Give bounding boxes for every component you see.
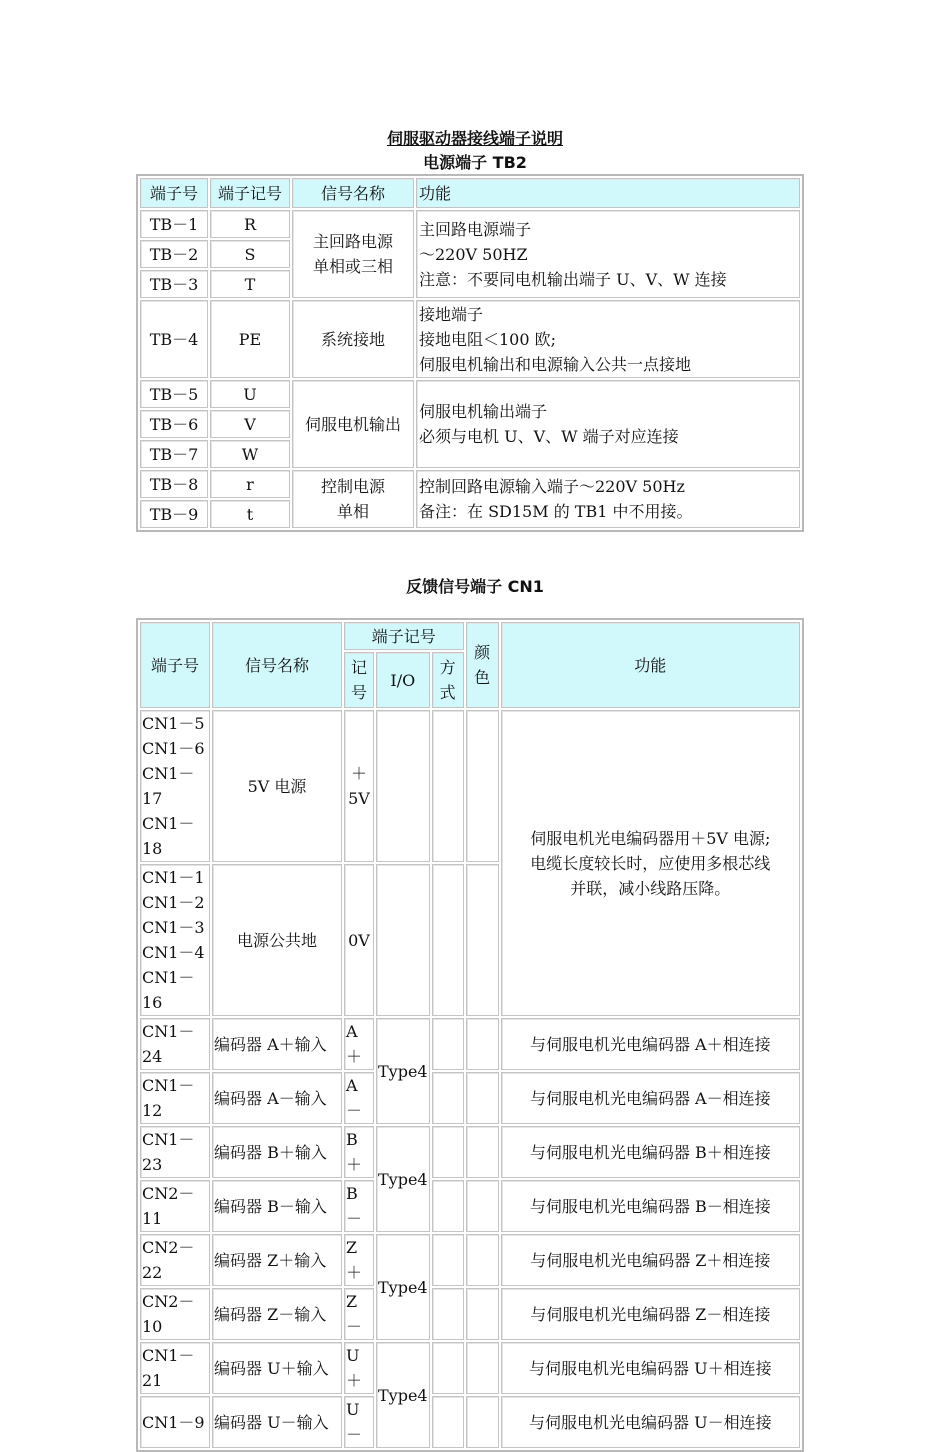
mode-cell — [432, 864, 464, 1016]
terminal-no: CN2－22 — [140, 1234, 210, 1286]
signal-name-cell: 编码器 Z－输入 — [212, 1288, 342, 1340]
terminal-no: CN1－24 — [140, 1018, 210, 1070]
terminal-no: TB－8 — [140, 470, 208, 498]
terminal-no: CN1－21 — [140, 1342, 210, 1394]
header-function: 功能 — [416, 178, 800, 208]
function-cell: 与伺服电机光电编码器 Z＋相连接 — [501, 1234, 800, 1286]
mode-cell — [432, 1018, 464, 1070]
signal-name-cell: 5V 电源 — [212, 710, 342, 862]
terminal-mark-cell: B－ — [344, 1180, 374, 1232]
terminal-mark: r — [210, 470, 290, 498]
header-signal-name: 信号名称 — [292, 178, 414, 208]
terminal-mark: S — [210, 240, 290, 268]
mode-cell — [432, 1288, 464, 1340]
terminal-no: CN1－12 — [140, 1072, 210, 1124]
color-cell — [466, 1234, 499, 1286]
terminal-no: CN2－11 — [140, 1180, 210, 1232]
io-cell — [376, 710, 430, 862]
terminal-mark-cell: A＋ — [344, 1018, 374, 1070]
terminal-mark-cell: Z＋ — [344, 1234, 374, 1286]
terminal-list: CN1－1 CN1－2 CN1－3 CN1－4 CN1－16 — [140, 864, 210, 1016]
signal-name-cell: 编码器 U＋输入 — [212, 1342, 342, 1394]
header-function: 功能 — [501, 622, 800, 708]
terminal-mark-cell: B＋ — [344, 1126, 374, 1178]
terminal-mark-cell: A－ — [344, 1072, 374, 1124]
function-cell: 伺服电机光电编码器用＋5V 电源; 电缆长度较长时，应使用多根芯线 并联，减小线路压降。 — [501, 710, 800, 1016]
io-cell: Type4 — [376, 1018, 430, 1124]
terminal-no: CN2－10 — [140, 1288, 210, 1340]
terminal-no: TB－3 — [140, 270, 208, 298]
color-cell — [466, 1288, 499, 1340]
terminal-no: TB－2 — [140, 240, 208, 268]
mode-cell — [432, 1342, 464, 1394]
signal-name-cell: 电源公共地 — [212, 864, 342, 1016]
mode-cell — [432, 1126, 464, 1178]
function-cell: 伺服电机输出端子 必须与电机 U、V、W 端子对应连接 — [416, 380, 800, 468]
feedback-terminal-table — [136, 618, 804, 1452]
mode-cell — [432, 1180, 464, 1232]
header-terminal-no: 端子号 — [140, 622, 210, 708]
signal-name-cell: 编码器 U－输入 — [212, 1396, 342, 1448]
terminal-mark: R — [210, 210, 290, 238]
color-cell — [466, 1072, 499, 1124]
mode-cell — [432, 1234, 464, 1286]
signal-name-cell: 系统接地 — [292, 300, 414, 378]
color-cell — [466, 864, 499, 1016]
header-terminal-mark: 端子记号 — [210, 178, 290, 208]
io-cell: Type4 — [376, 1342, 430, 1448]
color-cell — [466, 1018, 499, 1070]
header-mark: 记 号 — [344, 652, 374, 708]
function-cell: 与伺服电机光电编码器 B＋相连接 — [501, 1126, 800, 1178]
terminal-mark: PE — [210, 300, 290, 378]
signal-name-cell: 编码器 A＋输入 — [212, 1018, 342, 1070]
terminal-mark: U — [210, 380, 290, 408]
terminal-no: TB－4 — [140, 300, 208, 378]
header-terminal-no: 端子号 — [140, 178, 208, 208]
header-terminal-mark-group: 端子记号 — [344, 622, 464, 650]
terminal-mark: V — [210, 410, 290, 438]
terminal-mark-cell: Z－ — [344, 1288, 374, 1340]
function-cell: 与伺服电机光电编码器 A－相连接 — [501, 1072, 800, 1124]
power-terminal-heading: 电源端子 TB2 — [423, 153, 527, 172]
terminal-no: TB－5 — [140, 380, 208, 408]
function-cell: 与伺服电机光电编码器 U＋相连接 — [501, 1342, 800, 1394]
function-cell: 接地端子 接地电阻＜100 欧; 伺服电机输出和电源输入公共一点接地 — [416, 300, 800, 378]
header-mode: 方 式 — [432, 652, 464, 708]
terminal-no: TB－6 — [140, 410, 208, 438]
signal-name-cell: 编码器 A－输入 — [212, 1072, 342, 1124]
power-terminal-table — [136, 174, 804, 532]
mode-cell — [432, 710, 464, 862]
color-cell — [466, 1180, 499, 1232]
function-cell: 与伺服电机光电编码器 B－相连接 — [501, 1180, 800, 1232]
io-cell: Type4 — [376, 1126, 430, 1232]
header-io: I/O — [376, 652, 430, 708]
color-cell — [466, 1342, 499, 1394]
color-cell — [466, 1396, 499, 1448]
io-cell: Type4 — [376, 1234, 430, 1340]
signal-name-cell: 伺服电机输出 — [292, 380, 414, 468]
mode-cell — [432, 1396, 464, 1448]
color-cell — [466, 1126, 499, 1178]
signal-name-cell: 编码器 B－输入 — [212, 1180, 342, 1232]
feedback-terminal-heading: 反馈信号端子 CN1 — [406, 577, 544, 596]
function-cell: 与伺服电机光电编码器 Z－相连接 — [501, 1288, 800, 1340]
terminal-no: CN1－23 — [140, 1126, 210, 1178]
header-signal-name: 信号名称 — [212, 622, 342, 708]
function-cell: 与伺服电机光电编码器 A＋相连接 — [501, 1018, 800, 1070]
mode-cell — [432, 1072, 464, 1124]
terminal-mark: W — [210, 440, 290, 468]
signal-name-cell: 主回路电源 单相或三相 — [292, 210, 414, 298]
function-cell: 主回路电源端子 ～220V 50HZ 注意：不要同电机输出端子 U、V、W 连接 — [416, 210, 800, 298]
function-cell: 控制回路电源输入端子～220V 50Hz 备注：在 SD15M 的 TB1 中不用接。 — [416, 470, 800, 528]
signal-name-cell: 控制电源 单相 — [292, 470, 414, 528]
header-color: 颜 色 — [466, 622, 499, 708]
terminal-no: CN1－9 — [140, 1396, 210, 1448]
io-cell — [376, 864, 430, 1016]
terminal-no: TB－7 — [140, 440, 208, 468]
terminal-mark-cell: 0V — [344, 864, 374, 1016]
terminal-mark: T — [210, 270, 290, 298]
function-cell: 与伺服电机光电编码器 U－相连接 — [501, 1396, 800, 1448]
terminal-mark-cell: U＋ — [344, 1342, 374, 1394]
terminal-mark: t — [210, 500, 290, 528]
terminal-mark-cell: ＋ 5V — [344, 710, 374, 862]
document-title: 伺服驱动器接线端子说明 — [386, 129, 563, 148]
terminal-no: TB－9 — [140, 500, 208, 528]
signal-name-cell: 编码器 B＋输入 — [212, 1126, 342, 1178]
color-cell — [466, 710, 499, 862]
terminal-no: TB－1 — [140, 210, 208, 238]
signal-name-cell: 编码器 Z＋输入 — [212, 1234, 342, 1286]
terminal-list: CN1－5 CN1－6 CN1－17 CN1－18 — [140, 710, 210, 862]
terminal-mark-cell: U－ — [344, 1396, 374, 1448]
